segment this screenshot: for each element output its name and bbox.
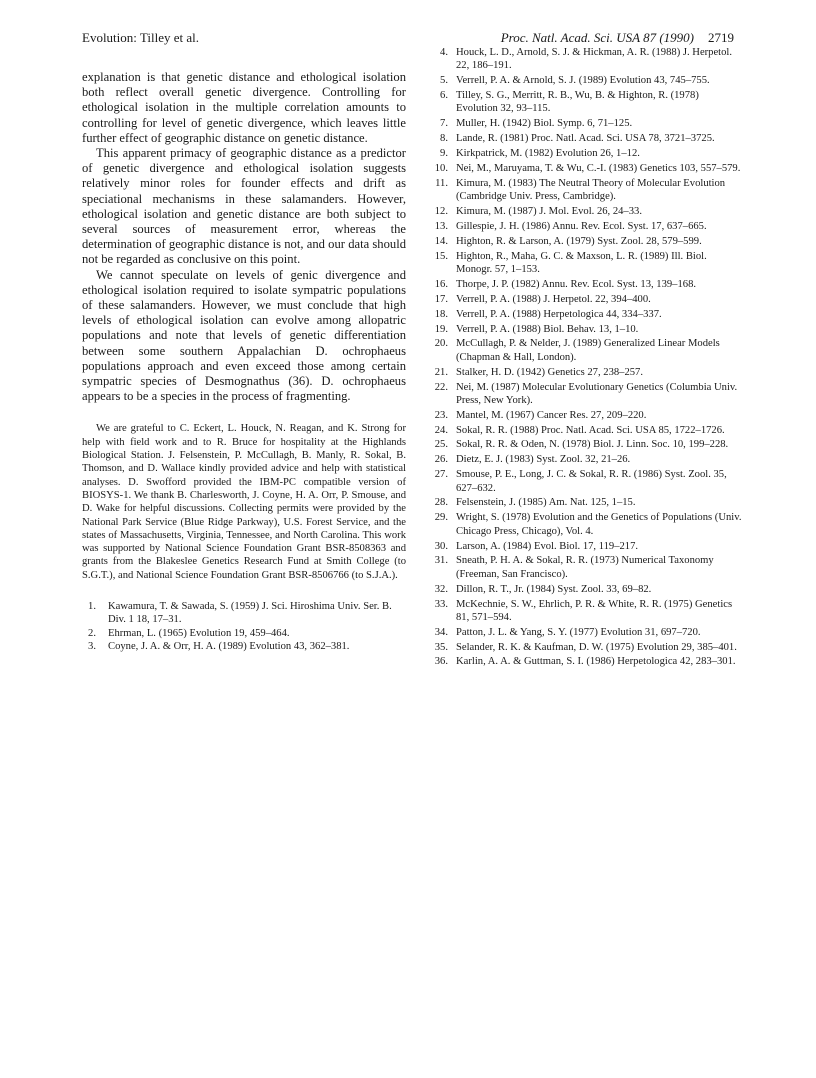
reference-text: Verrell, P. A. (1988) Biol. Behav. 13, 1–10. (456, 323, 639, 335)
reference-item (424, 162, 742, 175)
reference-item (424, 583, 742, 596)
reference-number: 16. (434, 278, 448, 290)
reference-text: Nei, M., Maruyama, T. & Wu, C.-I. (1983) Genetics 103, 557–579. (456, 162, 741, 174)
reference-number: 13. (434, 220, 448, 232)
reference-number: 3. (88, 640, 96, 652)
reference-text: Karlin, A. A. & Guttman, S. I. (1986) Herpetologica 42, 283–301. (456, 656, 736, 668)
reference-item (424, 438, 742, 451)
reference-text: Coyne, J. A. & Orr, H. A. (1989) Evolution 43, 362–381. (108, 640, 350, 652)
reference-number: 4. (440, 47, 448, 58)
reference-number: 11. (435, 177, 448, 189)
running-head-left: Evolution: Tilley et al. (82, 30, 200, 45)
reference-item (424, 540, 742, 553)
reference-item (424, 641, 742, 654)
reference-number: 28. (434, 497, 448, 509)
reference-text: Verrell, P. A. & Arnold, S. J. (1989) Evolution 43, 745–755. (456, 75, 710, 87)
reference-item (424, 250, 742, 277)
body-paragraph-2: This apparent primacy of geographic distance as a predictor of genetic divergence and ethological isolation suggests relatively minor roles for founder effects and drift as speciational mechanisms in these salamanders. However, ethological isolation and genetic distance are both subject to several sources of measurement error, whereas the determination of geographic distance is not, and our data should not be regarded as conclusive on this point. (82, 146, 406, 267)
reference-number: 24. (434, 424, 448, 436)
reference-text: Tilley, S. G., Merritt, R. B., Wu, B. & Highton, R. (1978) Evolution 32, 93–115. (456, 90, 699, 115)
reference-item (424, 278, 742, 291)
reference-number: 9. (440, 148, 448, 160)
reference-item (424, 496, 742, 509)
reference-item (82, 640, 406, 653)
reference-item (424, 337, 742, 364)
right-column (424, 46, 742, 670)
reference-text: Kimura, M. (1987) J. Mol. Evol. 26, 24–33. (456, 206, 642, 218)
reference-number: 34. (434, 626, 448, 638)
reference-text: Smouse, P. E., Long, J. C. & Sokal, R. R. (1986) Syst. Zool. 35, 627–632. (456, 469, 727, 494)
reference-number: 6. (440, 90, 448, 102)
reference-item (424, 453, 742, 466)
reference-text: Thorpe, J. P. (1982) Annu. Rev. Ecol. Syst. 13, 139–168. (456, 278, 697, 290)
reference-item (424, 626, 742, 639)
reference-text: Kirkpatrick, M. (1982) Evolution 26, 1–12. (456, 148, 640, 160)
reference-text: Kawamura, T. & Sawada, S. (1959) J. Sci. Hiroshima Univ. Ser. B. Div. 1 18, 17–31. (108, 601, 392, 626)
reference-item (424, 409, 742, 422)
reference-text: Sokal, R. R. (1988) Proc. Natl. Acad. Sci. USA 85, 1722–1726. (456, 424, 725, 436)
reference-number: 7. (440, 118, 448, 130)
reference-text: Wright, S. (1978) Evolution and the Genetics of Populations (Univ. Chicago Press, Chicago), Vol. 4. (456, 512, 742, 537)
reference-text: Stalker, H. D. (1942) Genetics 27, 238–257. (456, 366, 643, 378)
reference-number: 8. (440, 133, 448, 145)
reference-number: 5. (440, 75, 448, 87)
reference-number: 35. (434, 641, 448, 653)
reference-text: Dietz, E. J. (1983) Syst. Zool. 32, 21–26. (456, 454, 631, 466)
reference-item (424, 554, 742, 581)
reference-text: Highton, R. & Larson, A. (1979) Syst. Zool. 28, 579–599. (456, 235, 702, 247)
reference-number: 23. (434, 409, 448, 421)
reference-number: 27. (434, 469, 448, 481)
body-paragraph-3: We cannot speculate on levels of genic divergence and ethological isolation required to isolate sympatric populations of these salamanders. However, we must conclude that high levels of ethological isolation can evolve among allopatric populations and note that levels of genetic differentiation between some southern Appalachian D. ochrophaeus populations approach and even exceed those among certain sympatric species of Desmognathus (36). D. ochrophaeus appears to be a species in the process of fragmenting. (82, 267, 406, 404)
journal-citation: Proc. Natl. Acad. Sci. USA 87 (1990) (500, 30, 694, 45)
reference-number: 20. (434, 338, 448, 350)
reference-text: Sneath, P. H. A. & Sokal, R. R. (1973) Numerical Taxonomy (Freeman, San Francisco). (456, 555, 714, 580)
acknowledgments: We are grateful to C. Eckert, L. Houck, N. Reagan, and K. Strong for help with field work and to R. Bruce for hospitality at the Highlands Biological Station. J. Felsenstein, P. McCullagh, B. Manly, R. Sokal, B. Thomson, and D. Wallace kindly provided advice and help with statistical analyses. D. Swofford provided the IBM-PC compatible version of BIOSYS-1. We thank B. Charlesworth, J. Coyne, H. A. Orr, P. Smouse, and D. Wake for helpful discussions. Collecting permits were provided by the National Park Service (Blue Ridge Parkway), U.S. Forest Service, and the states of Massachusetts, Virginia, Tennessee, and North Carolina. This work was supported by National Science Foundation Grant BSR-8508363 and grants from the Blakeslee Genetics Research Fund at Smith College (to S.G.T.), and National Science Foundation Grant BSR-8506766 (to S.J.A.). (82, 423, 406, 581)
reference-number: 17. (434, 293, 448, 305)
reference-number: 32. (434, 583, 448, 595)
reference-item (424, 655, 742, 668)
reference-number: 22. (434, 381, 448, 393)
reference-item (424, 117, 742, 130)
reference-item (82, 600, 406, 627)
body-paragraph-1: explanation is that genetic distance and ethological isolation both reflect overall genetic divergence. Controlling for ethological isolation in the multiple correlation amounts to controlling for level of genetic divergence, which leaves little further effect of geographic distance on genetic distance. (82, 70, 406, 145)
reference-number: 19. (434, 323, 448, 335)
page-number: 2719 (708, 30, 734, 45)
reference-item (424, 424, 742, 437)
reference-text: Dillon, R. T., Jr. (1984) Syst. Zool. 33, 69–82. (456, 583, 652, 595)
reference-number: 1. (88, 601, 96, 613)
reference-number: 12. (434, 206, 448, 218)
reference-text: Verrell, P. A. (1988) J. Herpetol. 22, 394–400. (456, 293, 651, 305)
reference-number: 33. (434, 598, 448, 610)
reference-number: 21. (434, 366, 448, 378)
reference-text: McKechnie, S. W., Ehrlich, P. R. & White, R. R. (1975) Genetics 81, 571–594. (456, 598, 733, 623)
reference-item (82, 627, 406, 640)
reference-text: Houck, L. D., Arnold, S. J. & Hickman, A. R. (1988) J. Herpetol. 22, 186–191. (456, 47, 733, 72)
reference-text: Sokal, R. R. & Oden, N. (1978) Biol. J. Linn. Soc. 10, 199–228. (456, 439, 729, 451)
reference-number: 14. (434, 235, 448, 247)
reference-text: Verrell, P. A. (1988) Herpetologica 44, 334–337. (456, 308, 662, 320)
reference-item (424, 511, 742, 538)
reference-item (424, 366, 742, 379)
reference-item (424, 293, 742, 306)
reference-text: Ehrman, L. (1965) Evolution 19, 459–464. (108, 627, 290, 639)
reference-item (424, 147, 742, 160)
reference-number: 10. (434, 162, 448, 174)
reference-text: Highton, R., Maha, G. C. & Maxson, L. R. (1989) Ill. Biol. Monogr. 57, 1–153. (456, 250, 707, 275)
reference-item (424, 308, 742, 321)
reference-item (424, 74, 742, 87)
reference-item (424, 381, 742, 408)
reference-number: 36. (434, 656, 448, 668)
reference-text: Kimura, M. (1983) The Neutral Theory of Molecular Evolution (Cambridge Univ. Press, Cambridge). (456, 177, 726, 203)
reference-text: Selander, R. K. & Kaufman, D. W. (1975) Evolution 29, 385–401. (456, 641, 737, 653)
reference-text: Muller, H. (1942) Biol. Symp. 6, 71–125. (456, 118, 633, 130)
reference-item (424, 468, 742, 495)
reference-text: McCullagh, P. & Nelder, J. (1989) Generalized Linear Models (Chapman & Hall, London). (456, 338, 720, 363)
reference-list-left (82, 600, 406, 653)
reference-item (424, 235, 742, 248)
reference-number: 2. (88, 627, 96, 639)
reference-number: 25. (434, 439, 448, 451)
reference-number: 31. (434, 555, 448, 567)
reference-text: Larson, A. (1984) Evol. Biol. 17, 119–217. (456, 540, 639, 552)
reference-number: 15. (434, 250, 448, 262)
reference-number: 18. (434, 308, 448, 320)
reference-text: Nei, M. (1987) Molecular Evolutionary Genetics (Columbia Univ. Press, New York). (456, 381, 738, 406)
reference-text: Patton, J. L. & Yang, S. Y. (1977) Evolution 31, 697–720. (456, 626, 701, 638)
reference-item (424, 323, 742, 336)
reference-list-right (424, 46, 742, 669)
reference-text: Gillespie, J. H. (1986) Annu. Rev. Ecol. Syst. 17, 637–665. (456, 220, 707, 232)
reference-item (424, 598, 742, 625)
reference-item (424, 89, 742, 116)
running-head-right (501, 30, 734, 46)
reference-number: 26. (434, 454, 448, 466)
reference-item (424, 177, 742, 204)
left-column (82, 70, 406, 653)
reference-text: Felsenstein, J. (1985) Am. Nat. 125, 1–15. (456, 497, 636, 509)
reference-number: 30. (434, 540, 448, 552)
reference-item (424, 46, 742, 73)
reference-number: 29. (434, 512, 448, 524)
reference-item (424, 220, 742, 233)
reference-text: Mantel, M. (1967) Cancer Res. 27, 209–220. (456, 409, 647, 421)
reference-item (424, 132, 742, 145)
reference-text: Lande, R. (1981) Proc. Natl. Acad. Sci. USA 78, 3721–3725. (456, 133, 715, 145)
reference-item (424, 205, 742, 218)
